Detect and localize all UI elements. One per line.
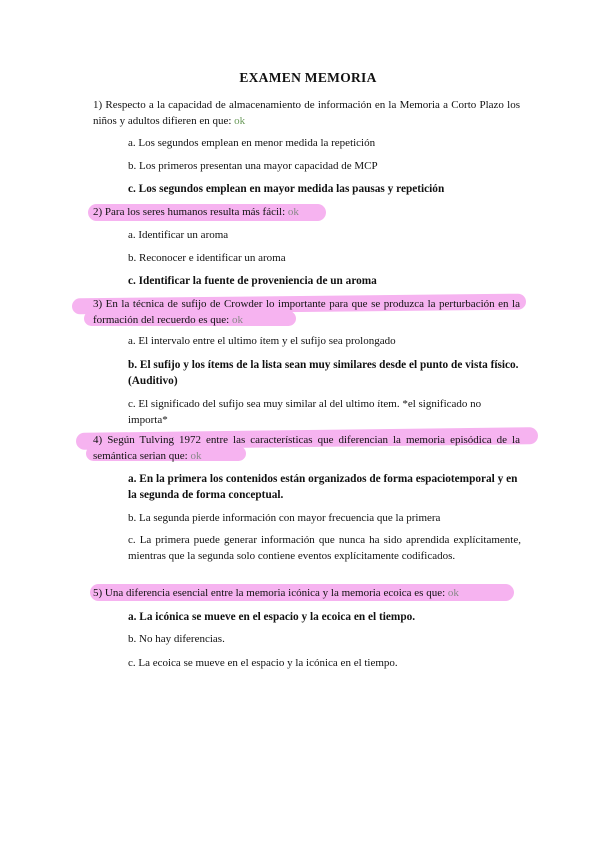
question-2-mark: ok [287,206,299,218]
question-5-mark: ok [447,587,459,599]
question-3-option-a: a. El intervalo entre el ultimo ítem y el sufijo sea prolongado [128,335,396,347]
question-4 [93,432,520,464]
question-3-text: 3) En la técnica de sufijo de Crowder lo importante para que se produzca la perturbación en la formación del recuerdo es que: [93,298,520,326]
question-3 [93,296,520,328]
question-1-option-b: b. Los primeros presentan una mayor capacidad de MCP [128,160,378,172]
question-4-text: 4) Según Tulving 1972 entre las características que diferencian la memoria episódica de la semántica serian que: [93,434,520,462]
question-2-option-c: c. Identificar la fuente de proveniencia de un aroma [128,275,377,287]
question-5-option-b: b. No hay diferencias. [128,633,225,645]
question-2-text: 2) Para los seres humanos resulta más fácil: [93,206,286,218]
question-3-mark: ok [231,314,243,326]
question-4-option-a: a. En la primera los contenidos están organizados de forma espaciotemporal y en la segunda de forma conceptual. [128,473,518,501]
question-2 [93,204,520,220]
question-5-text: 5) Una diferencia esencial entre la memoria icónica y la memoria ecoica es que: [93,587,446,599]
question-2-option-a: a. Identificar un aroma [128,229,229,241]
question-1-text: 1) Respecto a la capacidad de almacenamiento de información en la Memoria a Corto Plazo los niños y adultos difieren en que: [93,99,520,127]
question-5 [93,585,520,601]
question-1-mark: ok [234,115,246,127]
question-5-option-c: c. La ecoica se mueve en el espacio y la icónica en el tiempo. [128,657,398,669]
question-4-option-c: c. La primera puede generar información que nunca ha sido aprendida explícitamente, mientras que la segunda solo contiene eventos explícitamente codificados. [128,534,521,562]
question-1 [93,97,520,129]
exam-title: EXAMEN MEMORIA [239,70,377,85]
question-1-option-a: a. Los segundos emplean en menor medida la repetición [128,137,376,149]
question-1-option-c: c. Los segundos emplean en mayor medida las pausas y repetición [128,183,445,195]
question-4-option-b: b. La segunda pierde información con mayor frecuencia que la primera [128,512,441,524]
question-5-option-a: a. La icónica se mueve en el espacio y la ecoica en el tiempo. [128,611,416,623]
question-3-option-c: c. El significado del sufijo sea muy similar al del ultimo ítem. *el significado no importa* [128,398,482,426]
question-4-mark: ok [190,450,202,462]
question-2-option-b: b. Reconocer e identificar un aroma [128,252,286,264]
question-3-option-b: b. El sufijo y los ítems de la lista sean muy similares desde el punto de vista físico. (Auditivo) [128,359,519,387]
